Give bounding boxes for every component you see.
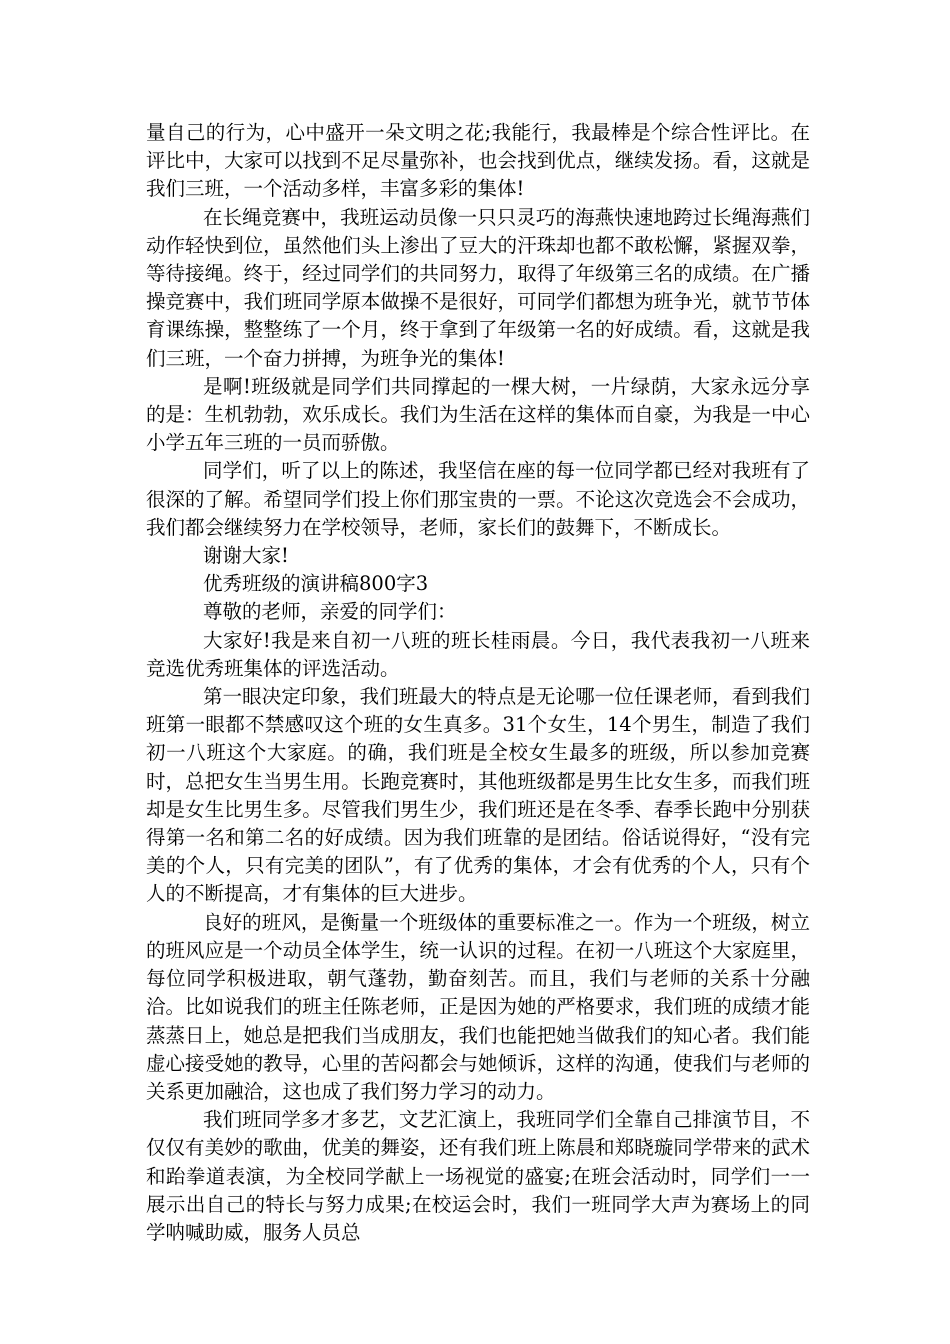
paragraph: 大家好!我是来自初一八班的班长桂雨晨。今日，我代表我初一八班来竞选优秀班集体的评选活动。	[146, 628, 810, 680]
salutation: 尊敬的老师，亲爱的同学们：	[203, 600, 457, 624]
paragraph: 是啊!班级就是同学们共同撑起的一棵大树，一片绿荫，大家永远分享的是：生机勃勃，欢乐成长。我们为生活在这样的集体而自豪，为我是一中心小学五年三班的一员而骄傲。	[146, 374, 810, 455]
paragraph: 在长绳竞赛中，我班运动员像一只只灵巧的海燕快速地跨过长绳海燕们动作轻快到位，虽然他们头上渗出了豆大的汗珠却也都不敢松懈，紧握双拳，等待接绳。终于，经过同学们的共同努力，取得了年级第三名的成绩。在广播操竞赛中，我们班同学原本做操不是很好，可同学们都想为班争光，就节节体育课练操，整整练了一个月，终于拿到了年级第一名的好成绩。看，这就是我们三班，一个奋力拼搏，为班争光的集体!	[146, 205, 810, 370]
paragraph: 同学们，听了以上的陈述，我坚信在座的每一位同学都已经对我班有了很深的了解。希望同学们投上你们那宝贵的一票。不论这次竞选会不会成功，我们都会继续努力在学校领导，老师，家长们的鼓舞下，不断成长。	[146, 459, 810, 539]
paragraph: 我们班同学多才多艺，文艺汇演上，我班同学们全靠自己排演节目，不仅仅有美妙的歌曲，优美的舞姿，还有我们班上陈晨和郑晓璇同学带来的武术和跆拳道表演，为全校同学献上一场视觉的盛宴;在班会活动时，同学们一一展示出自己的特长与努力成果;在校运会时，我们一班同学大声为赛场上的同学呐喊助威，服务人员总	[146, 1108, 810, 1244]
paragraph: 第一眼决定印象，我们班最大的特点是无论哪一位任课老师，看到我们班第一眼都不禁感叹这个班的女生真多。31个女生，14个男生，制造了我们初一八班这个大家庭。的确，我们班是全校女生最多的班级，所以参加竞赛时，总把女生当男生用。长跑竞赛时，其他班级都是男生比女生多，而我们班却是女生比男生多。尽管我们男生少，我们班还是在冬季、春季长跑中分别获得第一名和第二名的好成绩。因为我们班靠的是团结。俗话说得好，“没有完美的个人，只有完美的团队”，有了优秀的集体，才会有优秀的个人，只有个人的不断提高，才有集体的巨大进步。	[146, 685, 810, 906]
paragraph: 良好的班风，是衡量一个班级体的重要标准之一。作为一个班级，树立的班风应是一个动员全体学生，统一认识的过程。在初一八班这个大家庭里，每位同学积极进取，朝气蓬勃，勤奋刻苦。而且，我们与老师的关系十分融洽。比如说我们的班主任陈老师，正是因为她的严格要求，我们班的成绩才能蒸蒸日上，她总是把我们当成朋友，我们也能把她当做我们的知心者。我们能虚心接受她的教导，心里的苦闷都会与她倾诉，这样的沟通，使我们与老师的关系更加融洽，这也成了我们努力学习的动力。	[146, 910, 810, 1103]
document-body	[146, 119, 810, 1247]
section-heading: 优秀班级的演讲稿800字3	[203, 572, 429, 596]
paragraph: 量自己的行为，心中盛开一朵文明之花;我能行，我最棒是个综合性评比。在评比中，大家可以找到不足尽量弥补，也会找到优点，继续发扬。看，这就是我们三班，一个活动多样，丰富多彩的集体!	[146, 121, 810, 201]
closing-line: 谢谢大家!	[203, 544, 289, 568]
